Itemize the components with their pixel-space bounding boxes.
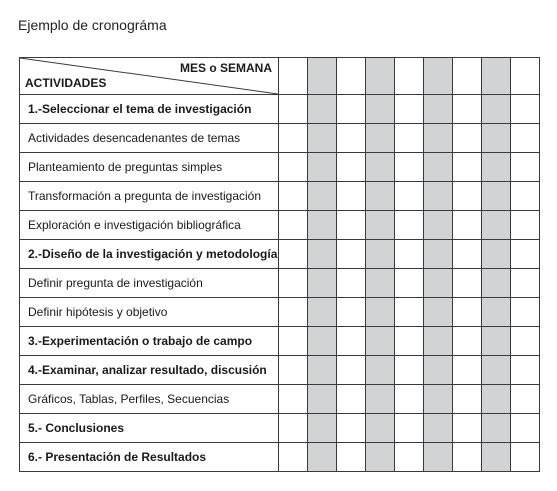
figure-caption: Ejemplo de cronográma — [18, 17, 167, 33]
table-row — [20, 298, 540, 327]
activity-label: 5.- Conclusiones — [20, 414, 279, 443]
period-cell — [337, 385, 366, 414]
activity-label: Transformación a pregunta de investigación — [20, 182, 279, 211]
period-cell — [337, 327, 366, 356]
period-header-cell — [482, 58, 511, 95]
period-cell — [482, 211, 511, 240]
period-cell — [366, 153, 395, 182]
period-cell — [511, 414, 540, 443]
period-cell — [366, 327, 395, 356]
period-cell — [395, 385, 424, 414]
period-cell — [279, 124, 308, 153]
period-cell — [279, 298, 308, 327]
period-cell — [453, 414, 482, 443]
table-row — [20, 95, 540, 124]
period-header-cell — [337, 58, 366, 95]
schedule-table — [19, 57, 540, 472]
period-cell — [366, 385, 395, 414]
period-cell — [279, 327, 308, 356]
period-header-label: MES o SEMANA — [179, 61, 272, 75]
period-cell — [279, 182, 308, 211]
period-cell — [395, 414, 424, 443]
period-header-cell — [308, 58, 337, 95]
period-cell — [453, 95, 482, 124]
period-cell — [482, 443, 511, 472]
period-cell — [279, 443, 308, 472]
period-cell — [337, 269, 366, 298]
period-cell — [279, 414, 308, 443]
period-cell — [453, 443, 482, 472]
period-cell — [395, 240, 424, 269]
period-cell — [308, 182, 337, 211]
period-cell — [511, 240, 540, 269]
table-row — [20, 211, 540, 240]
period-cell — [511, 385, 540, 414]
period-cell — [308, 124, 337, 153]
period-cell — [395, 356, 424, 385]
period-cell — [308, 414, 337, 443]
period-cell — [366, 211, 395, 240]
period-cell — [482, 385, 511, 414]
activities-header-label: ACTIVIDADES — [25, 76, 107, 90]
period-cell — [453, 356, 482, 385]
period-cell — [366, 182, 395, 211]
table-row — [20, 240, 540, 269]
schedule-body — [20, 58, 540, 472]
period-cell — [482, 298, 511, 327]
period-header-cell — [395, 58, 424, 95]
period-cell — [424, 414, 453, 443]
period-cell — [424, 153, 453, 182]
period-cell — [308, 443, 337, 472]
header-row — [20, 58, 540, 95]
period-cell — [482, 269, 511, 298]
table-row — [20, 414, 540, 443]
activity-label: Gráficos, Tablas, Perfiles, Secuencias — [20, 385, 279, 414]
period-cell — [366, 240, 395, 269]
period-cell — [395, 327, 424, 356]
period-cell — [453, 269, 482, 298]
period-cell — [279, 95, 308, 124]
period-cell — [395, 269, 424, 298]
period-cell — [453, 153, 482, 182]
period-cell — [337, 414, 366, 443]
activity-label: Definir pregunta de investigación — [20, 269, 279, 298]
period-cell — [453, 124, 482, 153]
period-cell — [395, 211, 424, 240]
period-cell — [424, 385, 453, 414]
period-cell — [308, 298, 337, 327]
period-header-cell — [424, 58, 453, 95]
period-cell — [366, 269, 395, 298]
period-cell — [511, 95, 540, 124]
period-cell — [337, 124, 366, 153]
period-cell — [424, 95, 453, 124]
activity-label: 6.- Presentación de Resultados — [20, 443, 279, 472]
period-cell — [308, 95, 337, 124]
period-cell — [337, 95, 366, 124]
period-cell — [279, 269, 308, 298]
period-cell — [366, 443, 395, 472]
period-cell — [482, 182, 511, 211]
period-cell — [337, 443, 366, 472]
activity-label: 2.-Diseño de la investigación y metodología — [20, 240, 279, 269]
period-header-cell — [366, 58, 395, 95]
period-cell — [337, 153, 366, 182]
period-cell — [308, 211, 337, 240]
period-cell — [453, 385, 482, 414]
period-cell — [337, 211, 366, 240]
period-cell — [511, 124, 540, 153]
period-cell — [424, 298, 453, 327]
period-cell — [453, 298, 482, 327]
period-cell — [424, 443, 453, 472]
period-cell — [482, 414, 511, 443]
table-row — [20, 182, 540, 211]
activity-label: 1.-Seleccionar el tema de investigación — [20, 95, 279, 124]
period-cell — [395, 153, 424, 182]
period-cell — [308, 240, 337, 269]
period-cell — [511, 269, 540, 298]
period-header-cell — [453, 58, 482, 95]
period-cell — [337, 298, 366, 327]
period-cell — [308, 153, 337, 182]
period-cell — [511, 443, 540, 472]
period-header-cell — [511, 58, 540, 95]
period-header-cell — [279, 58, 308, 95]
period-cell — [279, 211, 308, 240]
period-cell — [279, 385, 308, 414]
period-cell — [279, 153, 308, 182]
period-cell — [482, 327, 511, 356]
period-cell — [308, 269, 337, 298]
period-cell — [395, 124, 424, 153]
period-cell — [366, 298, 395, 327]
period-cell — [337, 182, 366, 211]
table-row — [20, 356, 540, 385]
period-cell — [366, 95, 395, 124]
period-cell — [482, 95, 511, 124]
period-cell — [511, 298, 540, 327]
period-cell — [395, 95, 424, 124]
period-cell — [308, 356, 337, 385]
period-cell — [395, 443, 424, 472]
period-cell — [424, 182, 453, 211]
table-row — [20, 269, 540, 298]
period-cell — [424, 211, 453, 240]
activity-label: Actividades desencadenantes de temas — [20, 124, 279, 153]
period-cell — [511, 211, 540, 240]
period-cell — [337, 240, 366, 269]
period-cell — [366, 124, 395, 153]
table-row — [20, 327, 540, 356]
period-cell — [366, 414, 395, 443]
period-cell — [511, 182, 540, 211]
period-cell — [453, 240, 482, 269]
period-cell — [511, 327, 540, 356]
period-cell — [279, 240, 308, 269]
period-cell — [424, 356, 453, 385]
period-cell — [337, 356, 366, 385]
period-cell — [308, 327, 337, 356]
period-cell — [453, 211, 482, 240]
period-cell — [424, 269, 453, 298]
period-cell — [482, 153, 511, 182]
period-cell — [395, 182, 424, 211]
period-cell — [424, 327, 453, 356]
period-cell — [366, 356, 395, 385]
table-row — [20, 124, 540, 153]
period-cell — [453, 182, 482, 211]
period-cell — [308, 385, 337, 414]
period-cell — [511, 153, 540, 182]
diagonal-header-cell — [20, 58, 279, 95]
activity-label: Planteamiento de preguntas simples — [20, 153, 279, 182]
period-cell — [424, 240, 453, 269]
period-cell — [511, 356, 540, 385]
table-row — [20, 385, 540, 414]
activity-label: 4.-Examinar, analizar resultado, discusión — [20, 356, 279, 385]
period-cell — [482, 356, 511, 385]
period-cell — [453, 327, 482, 356]
period-cell — [424, 124, 453, 153]
table-row — [20, 153, 540, 182]
period-cell — [279, 356, 308, 385]
period-cell — [395, 298, 424, 327]
activity-label: 3.-Experimentación o trabajo de campo — [20, 327, 279, 356]
activity-label: Exploración e investigación bibliográfica — [20, 211, 279, 240]
period-cell — [482, 240, 511, 269]
table-row — [20, 443, 540, 472]
period-cell — [482, 124, 511, 153]
activity-label: Definir hipótesis y objetivo — [20, 298, 279, 327]
